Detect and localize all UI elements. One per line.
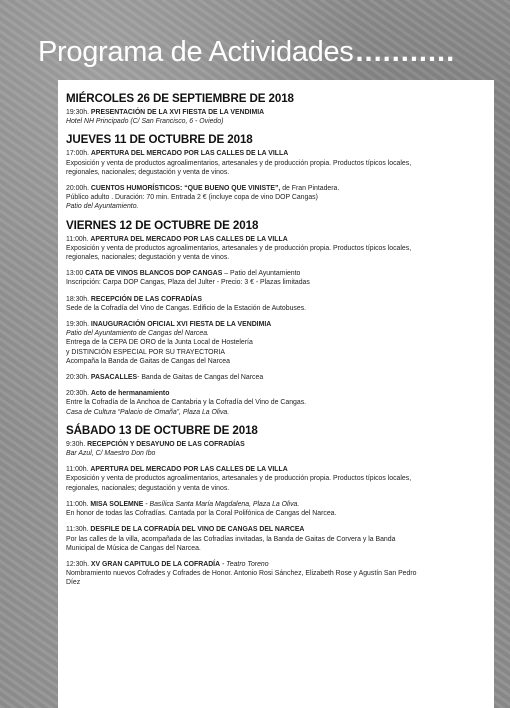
event-title: PRESENTACIÓN DE LA XVI FIESTA DE LA VENDIMIA [90, 109, 265, 116]
event-detail: Exposición y venta de productos agroalimentarios, artesanales y de producción propia. Productos típicos locales, [66, 475, 412, 483]
event-detail: Municipal de Música de Cangas del Narcea. [66, 544, 201, 552]
event-title-line [66, 440, 486, 449]
event-item [66, 465, 486, 493]
event-detail: Sede de la Cofradía del Vino de Cangas. Edificio de la Estación de Autobuses. [66, 304, 307, 312]
event-detail: Entre la Cofradía de la Anchoa de Cantabria y la Cofradía del Vino de Cangas. [66, 399, 307, 407]
event-detail: Exposición y venta de productos agroalimentarios, artesanales y de producción propia. Productos típicos locales, [66, 159, 412, 167]
event-title-suffix: – Patio del Ayuntamiento [222, 270, 301, 278]
event-title-line [66, 525, 486, 534]
title-dots: ........... [355, 35, 456, 68]
event-detail: Entrega de la CEPA DE ORO de la Junta Local de Hostelería [66, 339, 253, 347]
event-detail: y DISTINCIÓN ESPECIAL POR SU TRAYECTORIA [66, 348, 226, 356]
event-title: INAUGURACIÓN OFICIAL XVI FIESTA DE LA VENDIMIA [90, 321, 272, 329]
event-title-line [66, 149, 486, 158]
day-section [66, 424, 486, 588]
event-title-line [66, 108, 486, 117]
event-title-line [66, 465, 486, 474]
event-detail: regionales, nacionales; degustación y venta de vinos. [66, 254, 230, 262]
event-title: RECEPCIÓN Y DESAYUNO DE LAS COFRADÍAS [87, 440, 245, 448]
event-location: Hotel NH Principado (C/ San Francisco, 6 - Oviedo) [66, 118, 224, 126]
event-time: 11:00h. [66, 466, 89, 474]
event-time: 11:00h. [66, 235, 89, 243]
event-time: 20:30h. [66, 390, 89, 398]
event-time: 20:30h. [66, 374, 89, 382]
event-location: Patio del Ayuntamiento de Cangas del Narcea. [66, 330, 209, 338]
event-item [66, 108, 486, 126]
event-title-line [66, 235, 486, 244]
event-title: MISA SOLEMNE [90, 500, 144, 508]
event-title: RECEPCIÓN DE LAS COFRADÍAS [90, 295, 202, 303]
event-location: Bar Azul, C/ Maestro Don Ibo [66, 450, 156, 458]
event-detail: Inscripción: Carpa DOP Cangas, Plaza del Julter - Precio: 3 € - Plazas limitadas [66, 279, 310, 287]
event-time: 18:30h. [66, 295, 89, 303]
event-title-suffix: - Banda de Gaitas de Cangas del Narcea [137, 374, 264, 382]
event-item [66, 149, 486, 177]
event-title-suffix: - Teatro Toreno [220, 560, 269, 568]
event-title: CATA DE VINOS BLANCOS DOP CANGAS [85, 270, 223, 278]
page-title: Programa de Actividades [38, 35, 354, 68]
event-location: Patio del Ayuntamiento. [66, 203, 139, 211]
event-title: CUENTOS HUMORÍSTICOS: “QUE BUENO QUE VINISTE”, [90, 185, 281, 193]
event-item [66, 184, 486, 212]
event-detail: regionales, nacionales; degustación y venta de vinos. [66, 484, 230, 492]
day-heading: VIERNES 12 DE OCTUBRE DE 2018 [66, 218, 259, 232]
event-detail: Público adulto . Duración: 70 min. Entrada 2 € (incluye copa de vino DOP Cangas) [66, 194, 318, 202]
event-time: 19:30h. [66, 109, 89, 116]
event-item [66, 440, 486, 458]
event-detail: regionales, nacionales; degustación y venta de vinos. [66, 168, 230, 176]
event-title-line [66, 389, 486, 398]
event-time: 11:00h. [66, 500, 89, 508]
day-heading: MIÉRCOLES 26 DE SEPTIEMBRE DE 2018 [66, 92, 294, 105]
event-item [66, 389, 486, 417]
event-time: 20:00h. [66, 185, 89, 193]
event-title: APERTURA DEL MERCADO POR LAS CALLES DE LA VILLA [90, 466, 288, 474]
day-section [66, 92, 486, 126]
day-heading: JUEVES 11 DE OCTUBRE DE 2018 [66, 133, 253, 147]
event-detail: Díez [66, 579, 81, 587]
event-item [66, 373, 486, 382]
event-title-line [66, 269, 486, 278]
day-heading: SÁBADO 13 DE OCTUBRE DE 2018 [66, 423, 258, 437]
event-time: 17:00h. [66, 150, 89, 158]
event-detail: Acompaña la Banda de Gaitas de Cangas del Narcea [66, 357, 230, 365]
event-time: 11:30h. [66, 526, 89, 534]
event-item [66, 269, 486, 287]
event-title-suffix: de Fran Pintadera. [280, 185, 340, 193]
day-section [66, 219, 486, 417]
event-title-line [66, 184, 486, 193]
event-detail: Exposición y venta de productos agroalimentarios, artesanales y de producción propia. Productos típicos locales, [66, 244, 412, 252]
event-time: 13:00 [66, 270, 84, 278]
event-title: APERTURA DEL MERCADO POR LAS CALLES DE LA VILLA [90, 150, 289, 158]
event-title-line [66, 373, 486, 382]
event-location: Casa de Cultura “Palacio de Omaña”, Plaza La Oliva. [66, 408, 230, 416]
event-detail: Nombramiento nuevos Cofrades y Cofrades de Honor. Antonio Rosi Sánchez, Elizabeth Rose y Agustín San Pedro [66, 570, 417, 578]
event-time: 19:30h. [66, 321, 89, 329]
event-title: APERTURA DEL MERCADO POR LAS CALLES DE LA VILLA [90, 235, 288, 243]
event-title: DESFILE DE LA COFRADÍA DEL VINO DE CANGAS DEL NARCEA [90, 526, 305, 534]
event-title: XV GRAN CAPITULO DE LA COFRADÍA [90, 560, 221, 568]
program-content [58, 80, 494, 708]
event-title: Acto de hermanamiento [90, 390, 170, 398]
event-item [66, 320, 486, 366]
event-title-line [66, 295, 486, 304]
event-title-line [66, 500, 486, 509]
event-time: 9:30h. [66, 440, 86, 448]
event-title: PASACALLES [90, 374, 138, 382]
event-item [66, 560, 486, 588]
event-item [66, 235, 486, 263]
page-header [38, 30, 510, 74]
event-title-line [66, 320, 486, 329]
event-title-line [66, 560, 486, 569]
event-time: 12:30h. [66, 560, 89, 568]
event-item [66, 525, 486, 553]
event-item [66, 500, 486, 518]
day-section [66, 133, 486, 211]
event-detail: Por las calles de la villa, acompañada de las Cofradías invitadas, la Banda de Gaitas de Corvera y la Banda [66, 535, 396, 543]
event-detail: En honor de todas las Cofradías. Cantada por la Coral Polifónica de Cangas del Narcea. [66, 510, 337, 518]
event-title-suffix: - Basílica Santa María Magdalena, Plaza La Oliva. [143, 500, 300, 508]
event-item [66, 295, 486, 313]
